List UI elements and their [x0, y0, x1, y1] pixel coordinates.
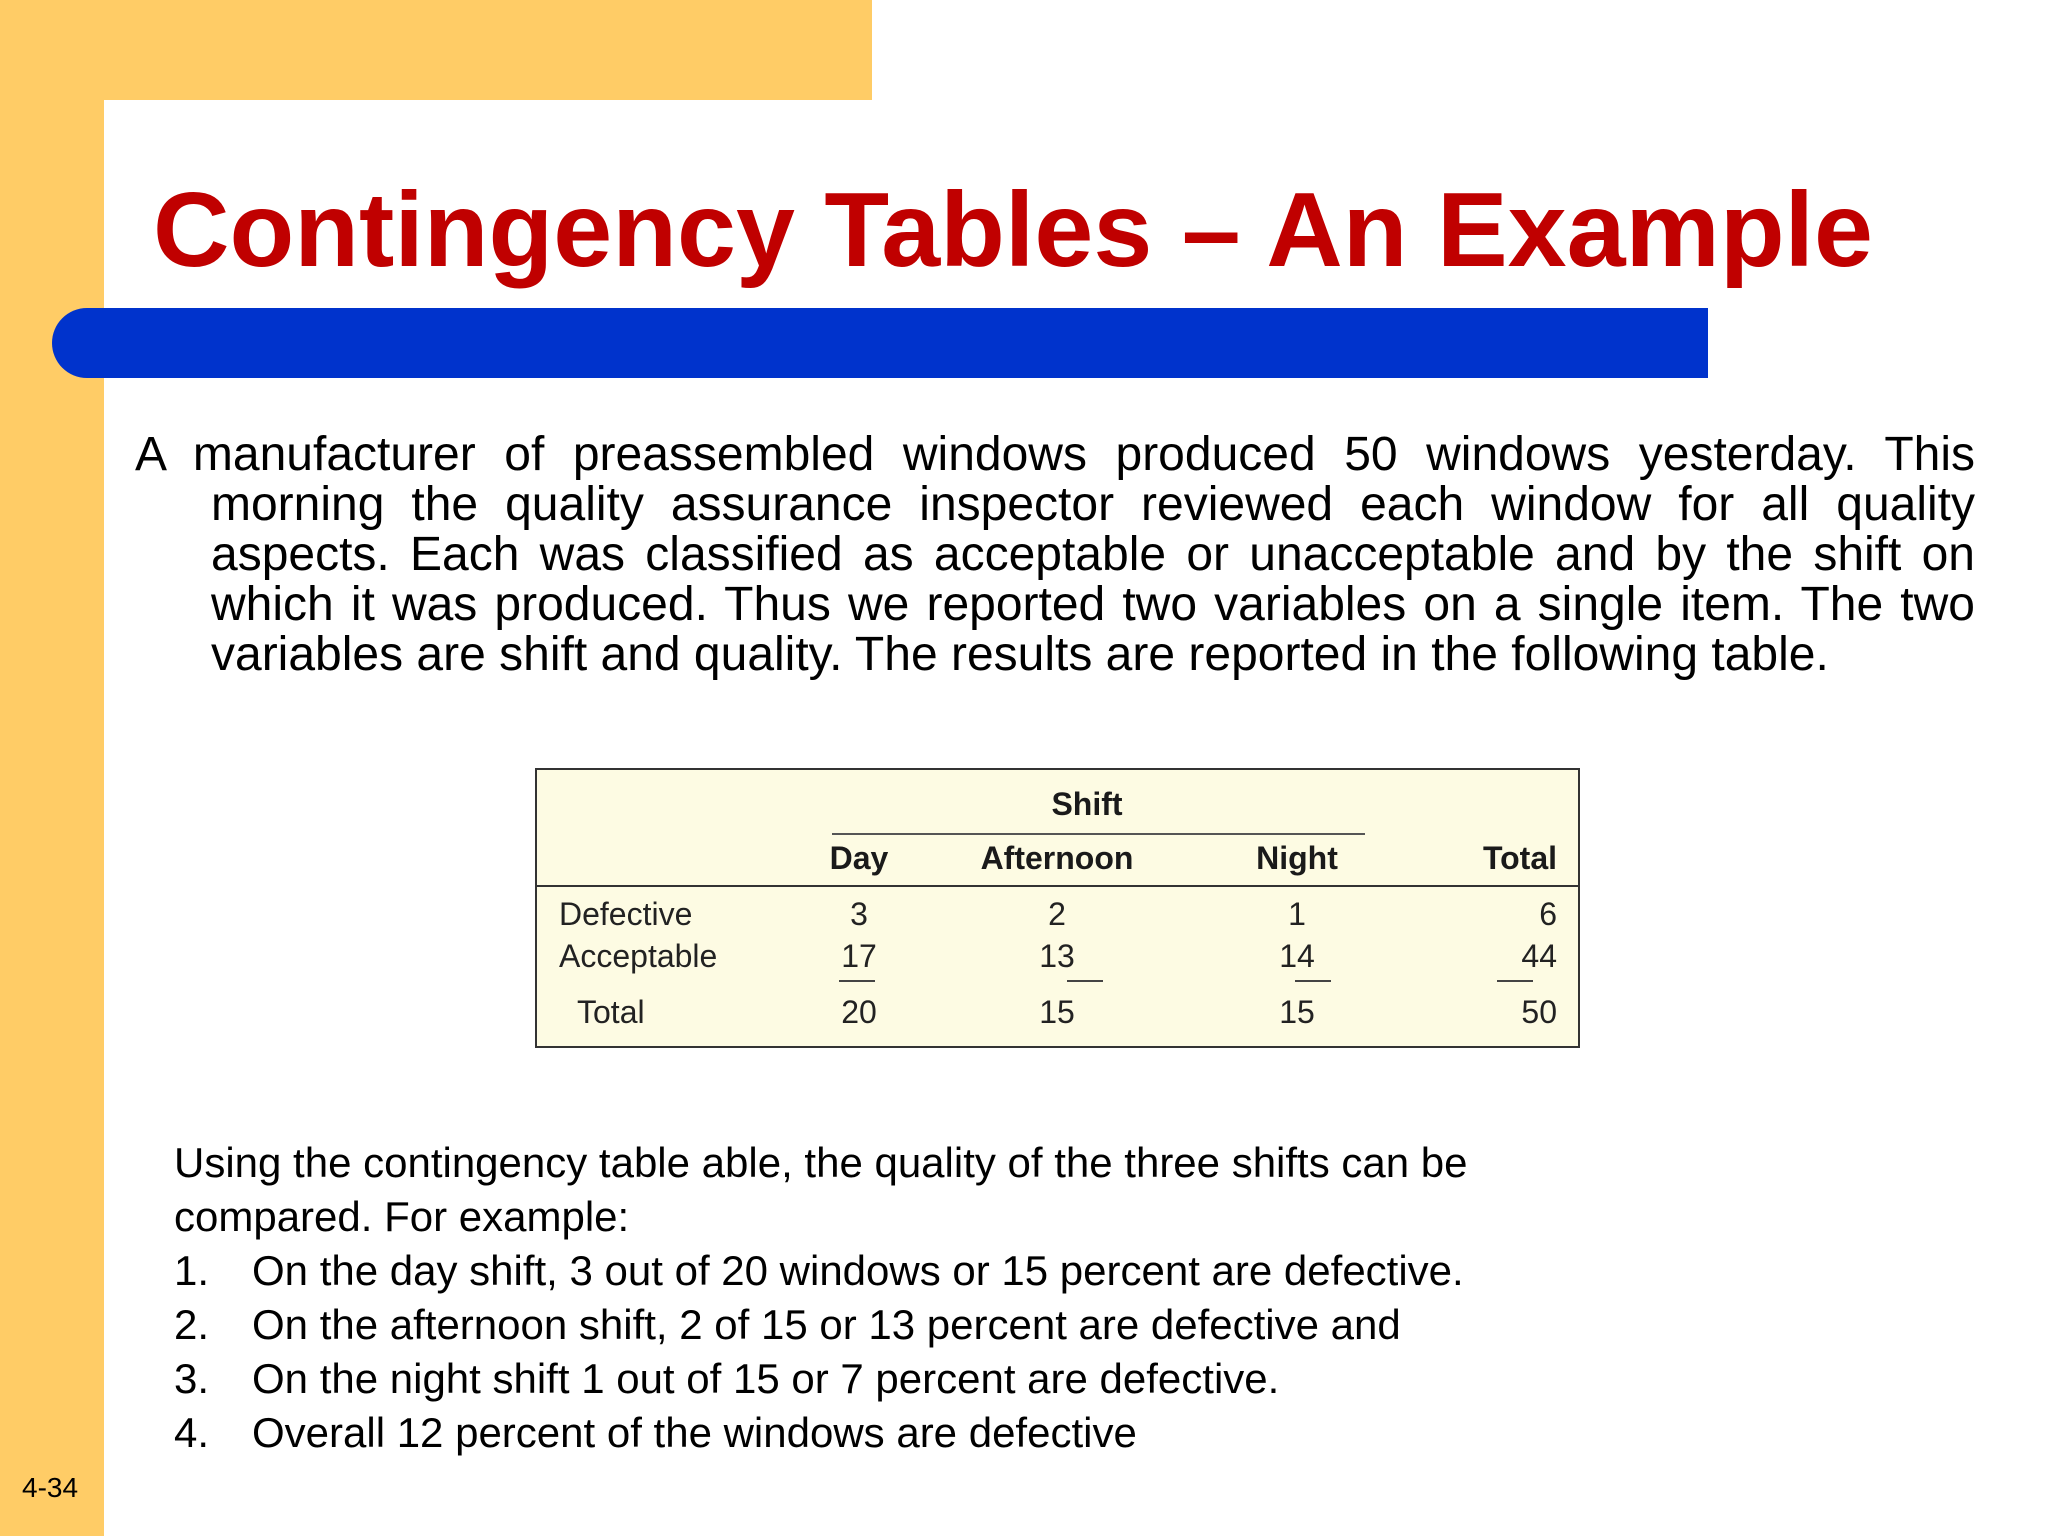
list-text: Overall 12 percent of the windows are defective	[252, 1409, 1137, 1456]
header-rule	[537, 885, 1578, 887]
cell-acceptable-total: 44	[1521, 938, 1557, 974]
list-item	[174, 1406, 1654, 1460]
sum-rule-total	[1497, 980, 1533, 982]
cell-acceptable-day: 17	[841, 938, 877, 974]
intro-paragraph: A manufacturer of preassembled windows produced 50 windows yesterday. This morning the quality assurance inspector reviewed each window for all quality aspects. Each was classified as acceptable or unacceptable and by the shift on which it was produced. Thus we reported two variables on a single item. The two variables are shift and quality. The results are reported in the following table.	[135, 428, 1975, 681]
top-accent-band	[0, 0, 872, 100]
column-header-total: Total	[1482, 840, 1557, 876]
cell-acceptable-night: 14	[1279, 938, 1315, 974]
list-text: On the night shift 1 out of 15 or 7 percent are defective.	[252, 1355, 1280, 1402]
list-text: On the afternoon shift, 2 of 15 or 13 percent are defective and	[252, 1301, 1401, 1348]
list-number: 2.	[174, 1301, 210, 1348]
cell-acceptable-afternoon: 13	[1039, 938, 1075, 974]
cell-defective-total: 6	[1539, 896, 1557, 932]
list-item	[174, 1244, 1654, 1298]
sum-rule-night	[1295, 980, 1331, 982]
cell-total-total: 50	[1521, 994, 1557, 1030]
sum-rule-day	[839, 980, 875, 982]
row-label-acceptable: Acceptable	[559, 938, 718, 974]
cell-total-night: 15	[1279, 994, 1315, 1030]
analysis-list	[174, 1244, 1654, 1460]
slide-number: 4-34	[22, 1472, 79, 1503]
list-item	[174, 1352, 1654, 1406]
left-accent-band	[0, 0, 104, 1536]
column-header-afternoon: Afternoon	[980, 840, 1134, 876]
row-label-total: Total	[577, 994, 645, 1030]
cell-defective-day: 3	[850, 896, 868, 932]
column-header-day: Day	[829, 840, 889, 876]
list-number: 3.	[174, 1355, 210, 1402]
row-label-defective: Defective	[559, 896, 693, 932]
list-number: 1.	[174, 1247, 210, 1294]
analysis-lead: Using the contingency table able, the quality of the three shifts can be compared. For example:	[174, 1139, 1468, 1240]
title-underline-bar	[52, 308, 1708, 378]
shift-group-header: Shift	[1051, 786, 1123, 822]
analysis-text	[174, 1136, 1654, 1460]
list-item	[174, 1298, 1654, 1352]
sum-rule-afternoon	[1067, 980, 1103, 982]
contingency-table	[535, 768, 1580, 1048]
cell-total-afternoon: 15	[1039, 994, 1075, 1030]
list-text: On the day shift, 3 out of 20 windows or 15 percent are defective.	[252, 1247, 1464, 1294]
column-header-night: Night	[1256, 840, 1338, 876]
cell-defective-night: 1	[1288, 896, 1306, 932]
shift-group-rule	[832, 833, 1365, 835]
list-number: 4.	[174, 1409, 210, 1456]
slide-title: Contingency Tables – An Example	[153, 171, 1873, 289]
cell-total-day: 20	[841, 994, 877, 1030]
cell-defective-afternoon: 2	[1048, 896, 1066, 932]
